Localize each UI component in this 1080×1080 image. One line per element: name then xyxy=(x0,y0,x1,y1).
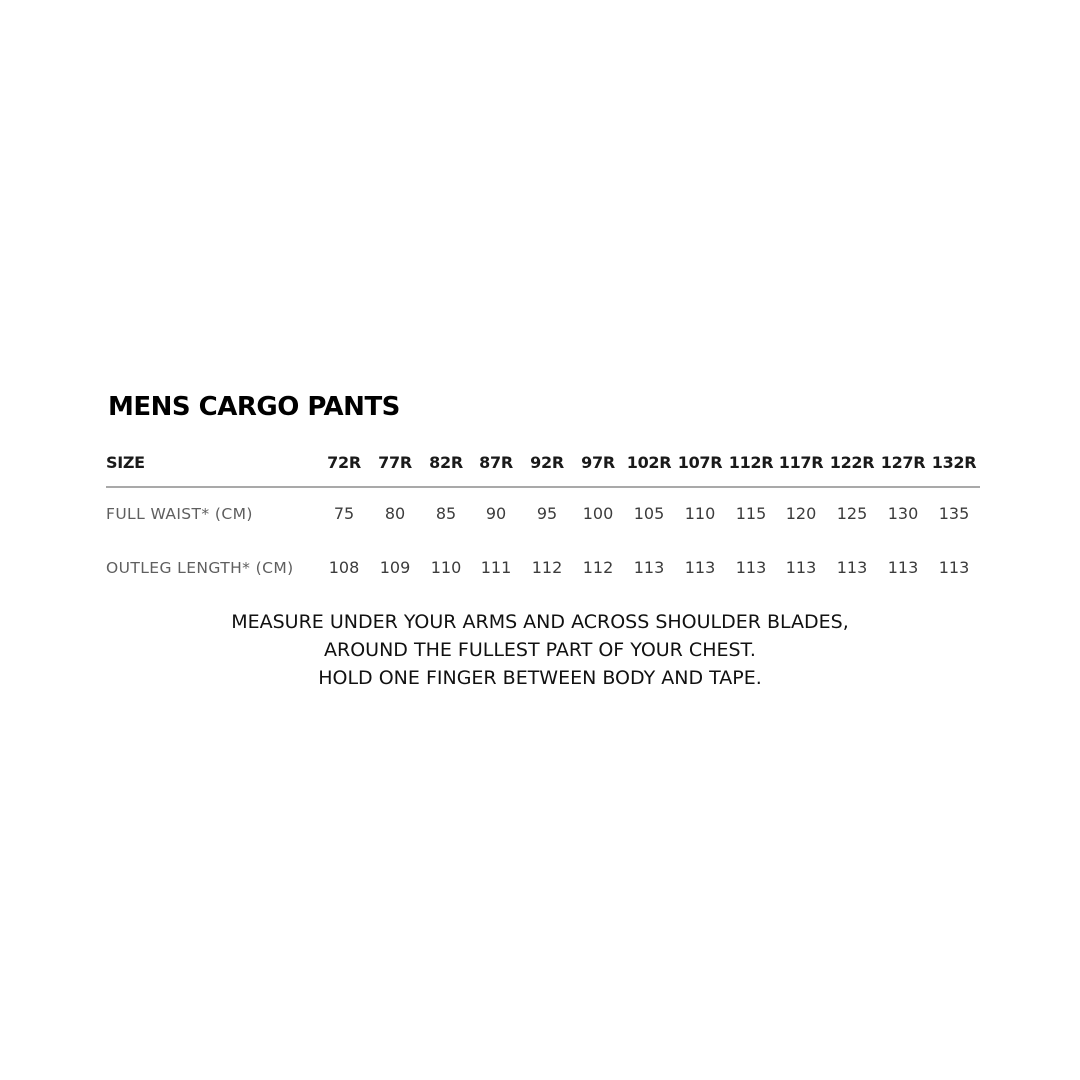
size-header-cell: 87R xyxy=(479,453,513,472)
size-header-label: SIZE xyxy=(106,453,145,472)
instruction-line: AROUND THE FULLEST PART OF YOUR CHEST. xyxy=(324,639,756,661)
full-waist-cell: 75 xyxy=(333,504,355,523)
size-header-cell: 82R xyxy=(429,453,463,472)
outleg-length-cell: 113 xyxy=(735,558,767,577)
full-waist-label: FULL WAIST* (CM) xyxy=(106,505,253,523)
size-header-row xyxy=(106,448,980,478)
size-header-cell: 122R xyxy=(829,453,875,472)
outleg-length-cell: 113 xyxy=(938,558,970,577)
instruction-line: HOLD ONE FINGER BETWEEN BODY AND TAPE. xyxy=(318,667,762,689)
size-header-cell: 127R xyxy=(880,453,926,472)
size-header-cell: 77R xyxy=(378,453,412,472)
outleg-length-cell: 110 xyxy=(430,558,462,577)
outleg-length-cell: 113 xyxy=(785,558,817,577)
outleg-length-row xyxy=(106,553,980,583)
size-header-cell: 97R xyxy=(581,453,615,472)
full-waist-row xyxy=(106,499,980,529)
full-waist-cell: 120 xyxy=(785,504,817,523)
outleg-length-cell: 113 xyxy=(836,558,868,577)
full-waist-cell: 100 xyxy=(582,504,614,523)
measuring-instructions xyxy=(0,608,1080,692)
size-header-cell: 132R xyxy=(931,453,977,472)
full-waist-cell: 80 xyxy=(384,504,406,523)
size-header-cell: 102R xyxy=(626,453,672,472)
page-title: MENS CARGO PANTS xyxy=(108,392,400,422)
full-waist-cell: 105 xyxy=(633,504,665,523)
size-chart-table xyxy=(106,448,980,577)
outleg-length-cell: 111 xyxy=(480,558,512,577)
full-waist-cell: 115 xyxy=(735,504,767,523)
outleg-length-cell: 112 xyxy=(582,558,614,577)
full-waist-cell: 85 xyxy=(435,504,457,523)
size-header-cell: 117R xyxy=(778,453,824,472)
instruction-line: MEASURE UNDER YOUR ARMS AND ACROSS SHOULDER BLADES, xyxy=(231,611,849,633)
size-header-cell: 92R xyxy=(530,453,564,472)
full-waist-cell: 110 xyxy=(684,504,716,523)
full-waist-cell: 125 xyxy=(836,504,868,523)
outleg-length-cell: 108 xyxy=(328,558,360,577)
header-divider xyxy=(106,486,980,488)
full-waist-cell: 135 xyxy=(938,504,970,523)
size-header-cell: 72R xyxy=(327,453,361,472)
full-waist-cell: 90 xyxy=(485,504,507,523)
outleg-length-cell: 113 xyxy=(684,558,716,577)
full-waist-cell: 130 xyxy=(887,504,919,523)
size-header-cell: 107R xyxy=(677,453,723,472)
outleg-length-cell: 113 xyxy=(887,558,919,577)
outleg-length-cell: 112 xyxy=(531,558,563,577)
outleg-length-label: OUTLEG LENGTH* (CM) xyxy=(106,559,294,577)
outleg-length-cell: 109 xyxy=(379,558,411,577)
outleg-length-cell: 113 xyxy=(633,558,665,577)
size-header-cell: 112R xyxy=(728,453,774,472)
full-waist-cell: 95 xyxy=(536,504,558,523)
